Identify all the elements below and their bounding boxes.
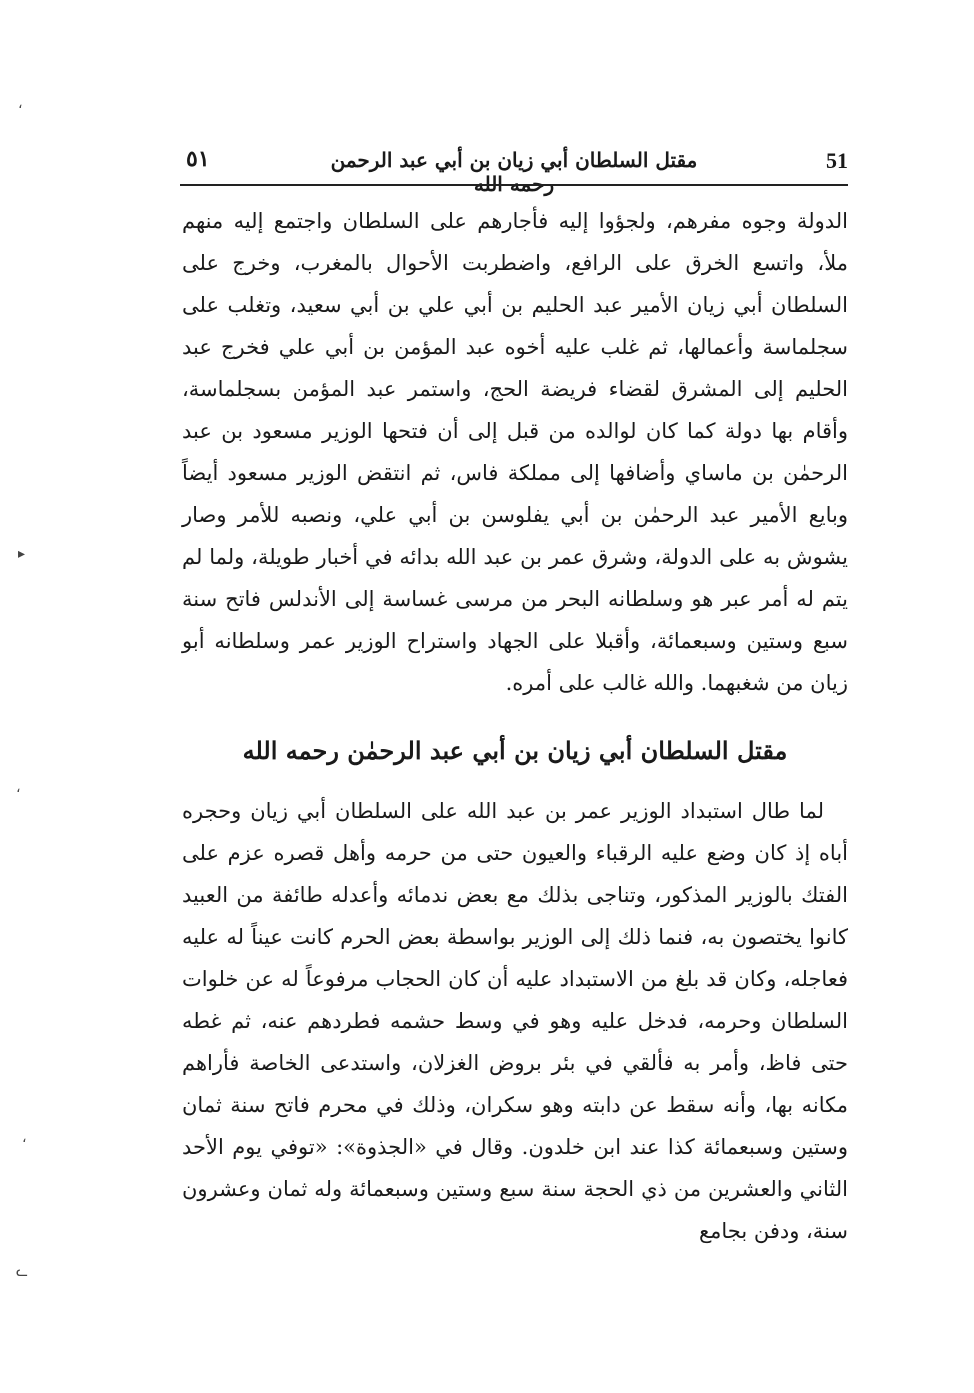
- margin-mark: ،: [22, 1130, 27, 1146]
- body-paragraph-2: لما طال استبداد الوزير عمر بن عبد الله على السلطان أبي زيان وحجره أباه إذ كان وضع عليه الرقباء والعيون حتى من حرمه وأهل قصره عزم على الفتك بالوزير المذكور، وتناجى بذلك مع بعض ندمائه وأعدله طائفة من العبيد كانوا يختصون به، فنما ذلك إلى الوزير بواسطة بعض الحرم كانت عيناً له عليه فعاجله، وكان قد بلغ من الاستبداد عليه أن كان الحجاب مرفوعاً له عن خلوات السلطان وحرمه، فدخل عليه وهو في وسط حشمه فطردهم عنه، ثم غطه حتى فاظ، وأمر به فألقي في بئر بروض الغزلان، واستدعى الخاصة فأراهم مكانه بها، وأنه سقط عن دابته وهو سكران، وذلك في محرم فاتح سنة ثمان وستين وسبعمائة كذا عند ابن خلدون. وقال في «الجذوة»: «توفي يوم الأحد الثاني والعشرين من ذي الحجة سنة سبع وستين وسبعمائة وله ثمان وعشرون سنة، ودفن بجامع: [182, 799, 848, 1243]
- margin-mark: ،: [18, 96, 23, 112]
- body-paragraph-1: الدولة وجوه مفرهم، ولجؤوا إليه فأجارهم على السلطان واجتمع إليه منهم ملأ، واتسع الخرق على الرافع، واضطربت الأحوال بالمغرب، وخرج على السلطان أبي زيان الأمير عبد الحليم بن أبي علي بن أبي سعيد، وتغلب على سجلماسة وأعمالها، ثم غلب عليه أخوه عبد المؤمن بن أبي علي فخرج عبد الحليم إلى المشرق لقضاء فريضة الحج، واستمر عبد المؤمن بسجلماسة، وأقام بها دولة كما كان لوالده من قبل إلى أن فتحها الوزير مسعود بن عبد الرحمٰن بن ماساي وأضافها إلى مملكة فاس، ثم انتقض الوزير مسعود أيضاً وبايع الأمير عبد الرحمٰن بن أبي يفلوسن بن أبي علي، ونصبه للأمر وصار يشوش به على الدولة، وشرق عمر بن عبد الله بدائه في أخبار طويلة، ولما لم يتم له أمر عبر هو وسلطانه البحر من مرسى غساسة إلى الأندلس فاتح سنة سبع وستين وسبعمائة، وأقبلا على الجهاد واستراح الوزير عمر وسلطانه أبو زيان من شغبهما. والله غالب على أمره.: [182, 209, 848, 695]
- header-divider: [180, 184, 848, 186]
- page-header: [180, 140, 848, 196]
- margin-mark: ᓚ: [16, 1264, 28, 1280]
- page-number-arabic: ٥١: [186, 146, 210, 172]
- page-number-latin: 51: [826, 148, 848, 173]
- running-title: مقتل السلطان أبي زيان بن أبي عبد الرحمن رحمه الله: [330, 148, 698, 196]
- section-heading: مقتل السلطان أبي زيان بن أبي عبد الرحمٰن رحمه الله: [242, 736, 788, 765]
- margin-mark: ،: [16, 780, 21, 796]
- margin-mark: ▸: [18, 546, 26, 562]
